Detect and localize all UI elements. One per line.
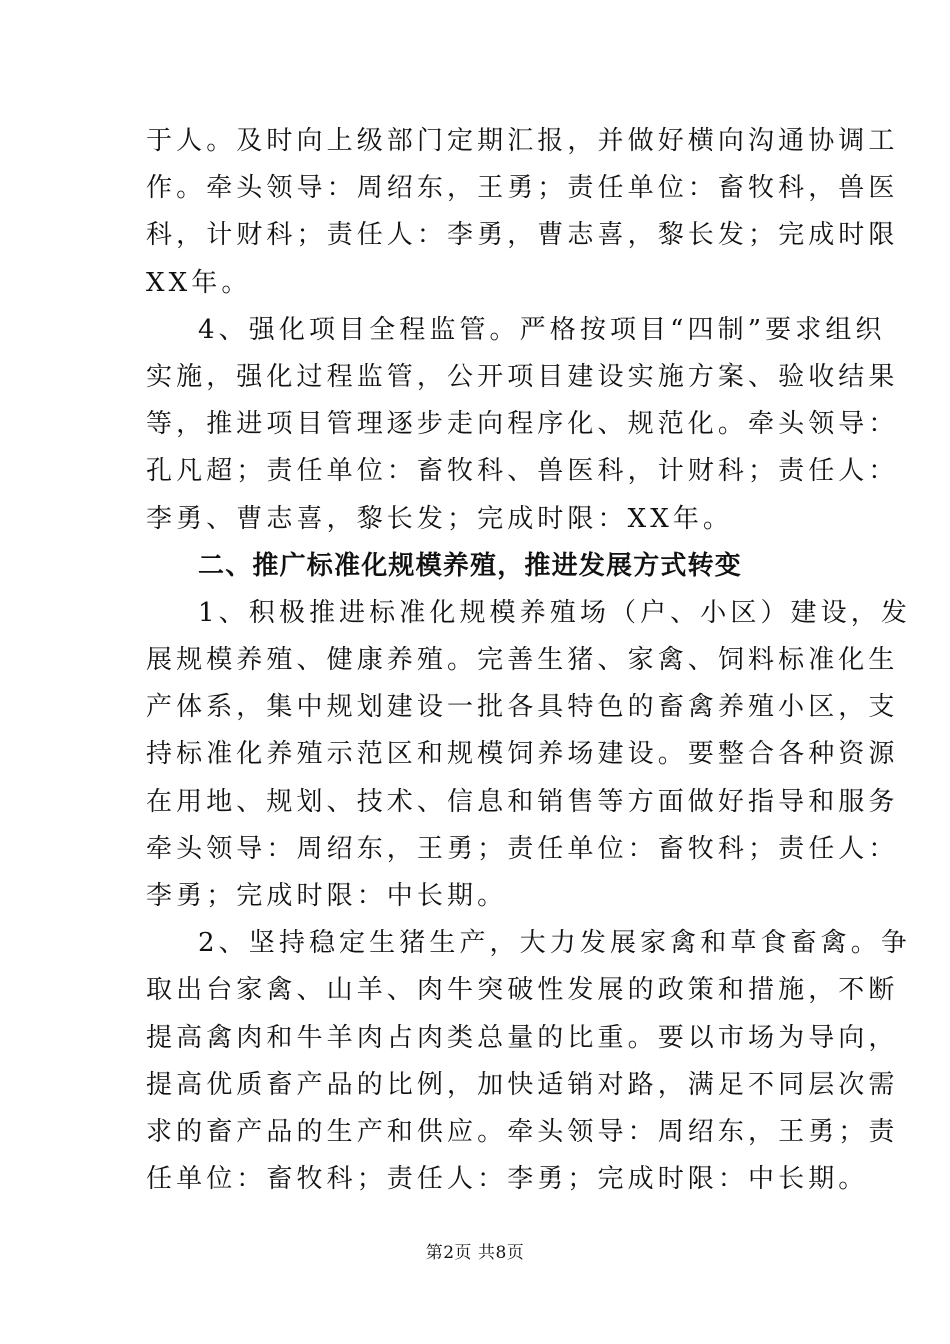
paragraph-line: 李勇；完成时限：中长期。 xyxy=(146,881,508,911)
paragraph-line: 牵头领导：周绍东，王勇；责任单位：畜牧科；责任人： xyxy=(146,833,899,864)
paragraph-line: 取出台家禽、山羊、肉牛突破性发展的政策和措施，不断 xyxy=(146,975,899,1006)
paragraph-line: 4、强化项目全程监管。严格按项目“四制”要求组织 xyxy=(198,314,886,345)
page-number-footer: 第2页 共8页 xyxy=(425,1243,525,1263)
paragraph-line: 1、积极推进标准化规模养殖场（户、小区）建设，发 xyxy=(198,597,911,628)
paragraph-line: 孔凡超；责任单位：畜牧科、兽医科，计财科；责任人： xyxy=(146,456,899,487)
paragraph-line: 任单位：畜牧科；责任人：李勇；完成时限：中长期。 xyxy=(146,1164,869,1195)
paragraph-line: 作。牵头领导：周绍东，王勇；责任单位：畜牧科，兽医 xyxy=(146,173,899,204)
paragraph-line: 提高禽肉和牛羊肉占肉类总量的比重。要以市场为导向， xyxy=(146,1022,899,1053)
paragraph-line: 于人。及时向上级部门定期汇报，并做好横向沟通协调工 xyxy=(146,126,899,156)
paragraph-line: 实施，强化过程监管，公开项目建设实施方案、验收结果 xyxy=(146,361,899,392)
paragraph-line: 李勇、曹志喜，黎长发；完成时限：XX年。 xyxy=(146,503,734,534)
paragraph-line: 提高优质畜产品的比例，加快适销对路，满足不同层次需 xyxy=(146,1069,899,1100)
paragraph-line: 等，推进项目管理逐步走向程序化、规范化。牵头领导： xyxy=(146,409,899,440)
paragraph-line: 持标准化养殖示范区和规模饲养场建设。要整合各种资源 xyxy=(146,739,899,770)
paragraph-line: 科，计财科；责任人：李勇，曹志喜，黎长发；完成时限 xyxy=(146,220,899,251)
paragraph-line: 展规模养殖、健康养殖。完善生猪、家禽、饲料标准化生 xyxy=(146,645,899,676)
document-body xyxy=(146,118,911,1203)
paragraph-line: XX年。 xyxy=(146,267,252,298)
paragraph-line: 2、坚持稳定生猪生产，大力发展家禽和草食畜禽。争 xyxy=(198,928,911,959)
section-heading: 二、推广标准化规模养殖，推进发展方式转变 xyxy=(198,550,743,581)
paragraph-line: 产体系，集中规划建设一批各具特色的畜禽养殖小区，支 xyxy=(146,692,899,723)
paragraph-line: 求的畜产品的生产和供应。牵头领导：周绍东，王勇；责 xyxy=(146,1116,899,1147)
paragraph-line: 在用地、规划、技术、信息和销售等方面做好指导和服务 xyxy=(146,786,899,817)
